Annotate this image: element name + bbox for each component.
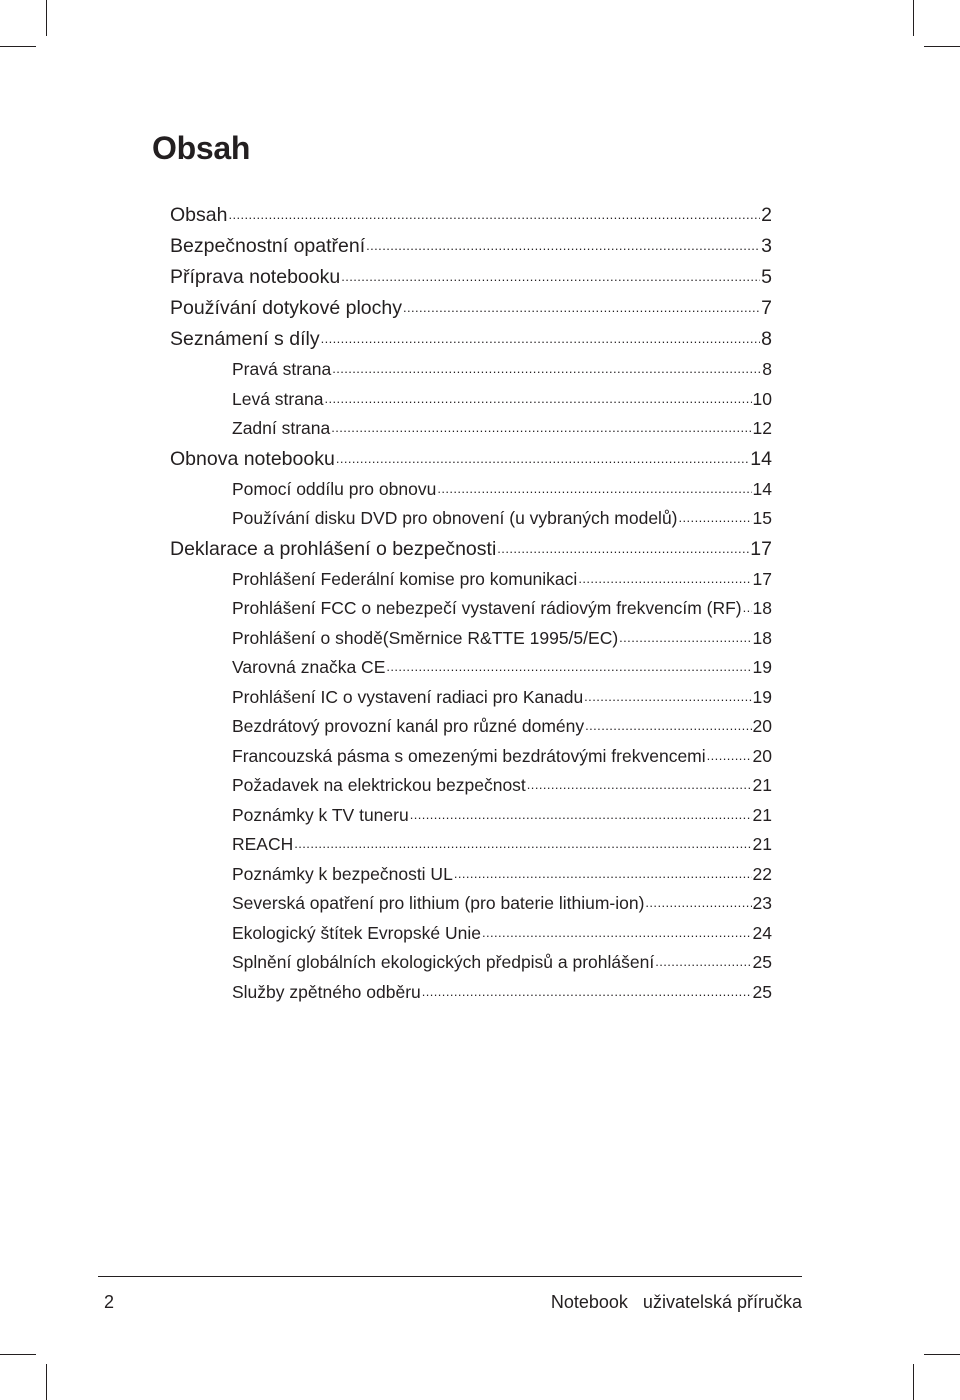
toc-entry-page: 20 xyxy=(752,716,772,736)
footer-page-number: 2 xyxy=(104,1292,115,1312)
toc-dot-leader xyxy=(743,597,752,615)
toc-dot-leader xyxy=(331,417,751,435)
crop-mark xyxy=(46,1364,47,1400)
toc-entry[interactable] xyxy=(170,355,772,385)
toc-dot-leader xyxy=(366,233,760,253)
toc-entry-label: Varovná značka CE xyxy=(232,657,386,677)
toc-dot-leader xyxy=(527,774,752,792)
crop-mark xyxy=(913,0,914,36)
toc-entry-page: 14 xyxy=(750,447,772,470)
footer-divider xyxy=(98,1276,802,1277)
toc-entry[interactable] xyxy=(170,801,772,831)
toc-entry-page: 25 xyxy=(752,981,772,1002)
toc-entry[interactable] xyxy=(170,444,772,475)
toc-entry-page: 2 xyxy=(761,204,772,226)
toc-entry-label: Používání dotykové plochy xyxy=(170,297,402,319)
toc-entry[interactable] xyxy=(170,830,772,860)
page-title: Obsah xyxy=(152,130,251,166)
toc-entry-label: REACH xyxy=(232,834,294,854)
toc-entry-label: Obsah xyxy=(170,204,228,226)
toc-entry-page: 15 xyxy=(752,508,772,528)
crop-mark xyxy=(913,1364,914,1400)
toc-entry-page: 21 xyxy=(752,834,772,854)
toc-entry-label: Severská opatření pro lithium (pro baterie lithium-ion) xyxy=(232,893,645,913)
toc-entry[interactable] xyxy=(170,653,772,683)
toc-entry[interactable] xyxy=(170,475,772,505)
toc-entry-label: Bezdrátový provozní kanál pro různé domény xyxy=(232,716,585,736)
toc-entry-label: Bezpečnostní opatření xyxy=(170,235,366,257)
toc-entry-label: Poznámky k bezpečnosti UL xyxy=(232,863,453,884)
toc-entry-label: Prohlášení FCC o nebezpečí vystavení rádiovým frekvencím (RF) xyxy=(232,598,742,618)
toc-dot-leader xyxy=(655,951,751,969)
toc-dot-leader xyxy=(321,326,761,346)
toc-entry[interactable] xyxy=(170,504,772,534)
toc-entry-page: 23 xyxy=(752,893,772,913)
toc-entry-page: 10 xyxy=(752,388,772,409)
toc-dot-leader xyxy=(332,358,761,376)
toc-dot-leader xyxy=(584,685,751,703)
toc-dot-leader xyxy=(585,715,751,733)
toc-dot-leader xyxy=(497,535,749,555)
toc-entry[interactable] xyxy=(170,624,772,654)
toc-entry-page: 5 xyxy=(761,266,772,288)
toc-entry-label: Služby zpětného odběru xyxy=(232,981,421,1002)
toc-entry-label: Pomocí oddílu pro obnovu xyxy=(232,478,437,499)
toc-entry-label: Prohlášení o shodě(Směrnice R&TTE 1995/5/EC) xyxy=(232,627,619,648)
toc-entry-page: 8 xyxy=(762,359,772,379)
toc-entry-label: Zadní strana xyxy=(232,418,331,438)
toc-entry-label: Poznámky k TV tuneru xyxy=(232,804,409,825)
toc-entry[interactable] xyxy=(170,414,772,444)
toc-entry-page: 25 xyxy=(752,952,772,972)
toc-dot-leader xyxy=(707,744,752,762)
toc-dot-leader xyxy=(336,445,749,465)
toc-entry[interactable] xyxy=(170,978,772,1008)
toc-entry[interactable] xyxy=(170,948,772,978)
toc-entry[interactable] xyxy=(170,200,772,231)
toc-entry[interactable] xyxy=(170,565,772,595)
toc-entry-label: Používání disku DVD pro obnovení (u vybraných modelů) xyxy=(232,508,678,528)
toc-entry[interactable] xyxy=(170,860,772,890)
toc-entry[interactable] xyxy=(170,919,772,949)
toc-entry[interactable] xyxy=(170,594,772,624)
crop-mark xyxy=(924,46,960,47)
toc-dot-leader xyxy=(645,892,751,910)
toc-entry[interactable] xyxy=(170,262,772,293)
toc-dot-leader xyxy=(386,656,751,674)
toc-entry-label: Ekologický štítek Evropské Unie xyxy=(232,922,481,943)
toc-entry-page: 17 xyxy=(752,568,772,589)
toc-dot-leader xyxy=(619,626,751,644)
toc-entry-page: 18 xyxy=(752,627,772,648)
toc-dot-leader xyxy=(324,387,751,405)
toc-entry-label: Pravá strana xyxy=(232,359,332,379)
toc-entry-label: Prohlášení IC o vystavení radiaci pro Kanadu xyxy=(232,686,584,707)
toc-entry[interactable] xyxy=(170,534,772,565)
toc-entry-page: 20 xyxy=(752,745,772,766)
toc-entry-page: 7 xyxy=(761,297,772,319)
crop-mark xyxy=(0,46,36,47)
toc-entry[interactable] xyxy=(170,683,772,713)
crop-mark xyxy=(0,1354,36,1355)
toc-entry[interactable] xyxy=(170,293,772,324)
toc-entry-page: 3 xyxy=(761,235,772,257)
toc-dot-leader xyxy=(422,980,752,998)
toc-entry-page: 22 xyxy=(752,863,772,884)
toc-entry[interactable] xyxy=(170,231,772,262)
toc-entry-label: Seznámení s díly xyxy=(170,328,320,350)
toc-entry[interactable] xyxy=(170,324,772,355)
toc-entry-page: 14 xyxy=(752,478,772,499)
toc-dot-leader xyxy=(482,921,752,939)
toc-entry-page: 8 xyxy=(761,328,772,350)
toc-entry-label: Francouzská pásma s omezenými bezdrátovými frekvencemi xyxy=(232,745,706,766)
toc-entry-label: Příprava notebooku xyxy=(170,266,341,288)
crop-mark xyxy=(46,0,47,36)
toc-dot-leader xyxy=(341,264,760,284)
toc-entry-label: Levá strana xyxy=(232,388,324,409)
toc-entry-page: 21 xyxy=(752,804,772,825)
toc-dot-leader xyxy=(410,803,752,821)
toc-entry-label: Deklarace a prohlášení o bezpečnosti xyxy=(170,537,497,560)
toc-entry[interactable] xyxy=(170,771,772,801)
toc-dot-leader xyxy=(578,567,751,585)
toc-dot-leader xyxy=(228,202,760,222)
toc-entry-page: 12 xyxy=(752,418,772,438)
toc-entry-page: 19 xyxy=(752,657,772,677)
toc-entry[interactable] xyxy=(170,385,772,415)
toc-entry-label: Požadavek na elektrickou bezpečnost xyxy=(232,775,526,795)
table-of-contents xyxy=(170,200,772,1007)
toc-entry-page: 18 xyxy=(752,598,772,618)
toc-entry-label: Obnova notebooku xyxy=(170,447,335,470)
toc-dot-leader xyxy=(454,862,752,880)
toc-dot-leader xyxy=(679,507,752,525)
toc-entry[interactable] xyxy=(170,889,772,919)
footer-document-title: Notebook uživatelská příručka xyxy=(550,1292,802,1312)
toc-entry-page: 19 xyxy=(752,686,772,707)
toc-dot-leader xyxy=(437,477,751,495)
toc-entry-page: 21 xyxy=(752,775,772,795)
crop-mark xyxy=(924,1354,960,1355)
toc-entry[interactable] xyxy=(170,742,772,772)
toc-dot-leader xyxy=(294,833,751,851)
toc-dot-leader xyxy=(403,295,760,315)
toc-entry-label: Splnění globálních ekologických předpisů a prohlášení xyxy=(232,952,655,972)
toc-entry-page: 17 xyxy=(750,537,772,560)
toc-entry-label: Prohlášení Federální komise pro komunikaci xyxy=(232,568,578,589)
toc-entry[interactable] xyxy=(170,712,772,742)
toc-entry-page: 24 xyxy=(752,922,772,943)
